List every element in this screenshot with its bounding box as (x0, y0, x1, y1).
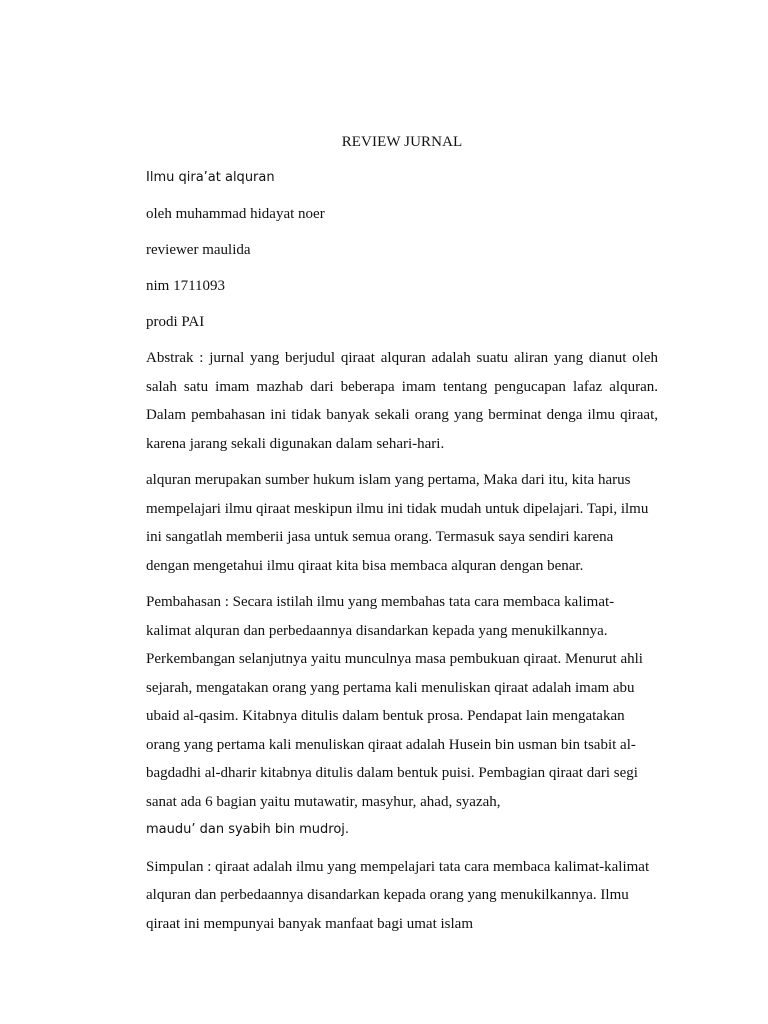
abstract-paragraph: Abstrak : jurnal yang berjudul qiraat alquran adalah suatu aliran yang dianut oleh salah satu imam mazhab dari beberapa imam tentang pengucapan lafaz alquran. Dalam pembahasan ini tidak banyak sekali orang yang berminat denga ilmu qiraat, karena jarang sekali digunakan dalam sehari-hari. (146, 350, 658, 452)
prodi-line: prodi PAI (146, 314, 205, 330)
intro-paragraph: alquran merupakan sumber hukum islam yang pertama, Maka dari itu, kita harus mempelajari ilmu qiraat meskipun ilmu ini tidak mudah untuk dipelajari. Tapi, ilmu ini sangatlah memberii jasa untuk semua orang. Termasuk saya sendiri karena dengan mengetahui ilmu qiraat kita bisa membaca alquran dengan benar. (146, 472, 649, 574)
document-title: REVIEW JURNAL (341, 134, 463, 150)
conclusion-paragraph: Simpulan : qiraat adalah ilmu yang mempelajari tata cara membaca kalimat-kalimat alquran dan perbedaannya disandarkan kepada orang yang menukilkannya. Ilmu qiraat ini mempunyai banyak manfaat bagi umat islam (146, 858, 650, 932)
discussion-text: Pembahasan : Secara istilah ilmu yang membahas tata cara membaca kalimat-kalimat alquran dan perbedaannya disandarkan kepada yang menukilkannya. Perkembangan selanjutnya yaitu munculnya masa pembukuan qiraat. Menurut ahli sejarah, mengatakan orang yang pertama kali menuliskan qiraat adalah imam abu ubaid al-qasim. Kitabnya ditulis dalam bentuk prosa. Pendapat lain mengatakan orang yang pertama kali menuliskan qiraat adalah Husein bin usman bin tsabit al- bagdadhi al-dharir kitabnya ditulis dalam bentuk puisi. Pembagian qiraat dari segi sanat ada 6 bagian yaitu mutawatir, masyhur, ahad, syazah, (146, 594, 643, 810)
discussion-paragraph (146, 588, 658, 845)
journal-title: Ilmu qira’at alquran (146, 170, 275, 185)
discussion-tail: maudu’ dan syabih bin mudroj. (146, 822, 350, 837)
author-line: oleh muhammad hidayat noer (146, 206, 325, 222)
reviewer-line: reviewer maulida (146, 242, 251, 258)
nim-line: nim 1711093 (146, 278, 226, 294)
document-body (146, 128, 658, 946)
